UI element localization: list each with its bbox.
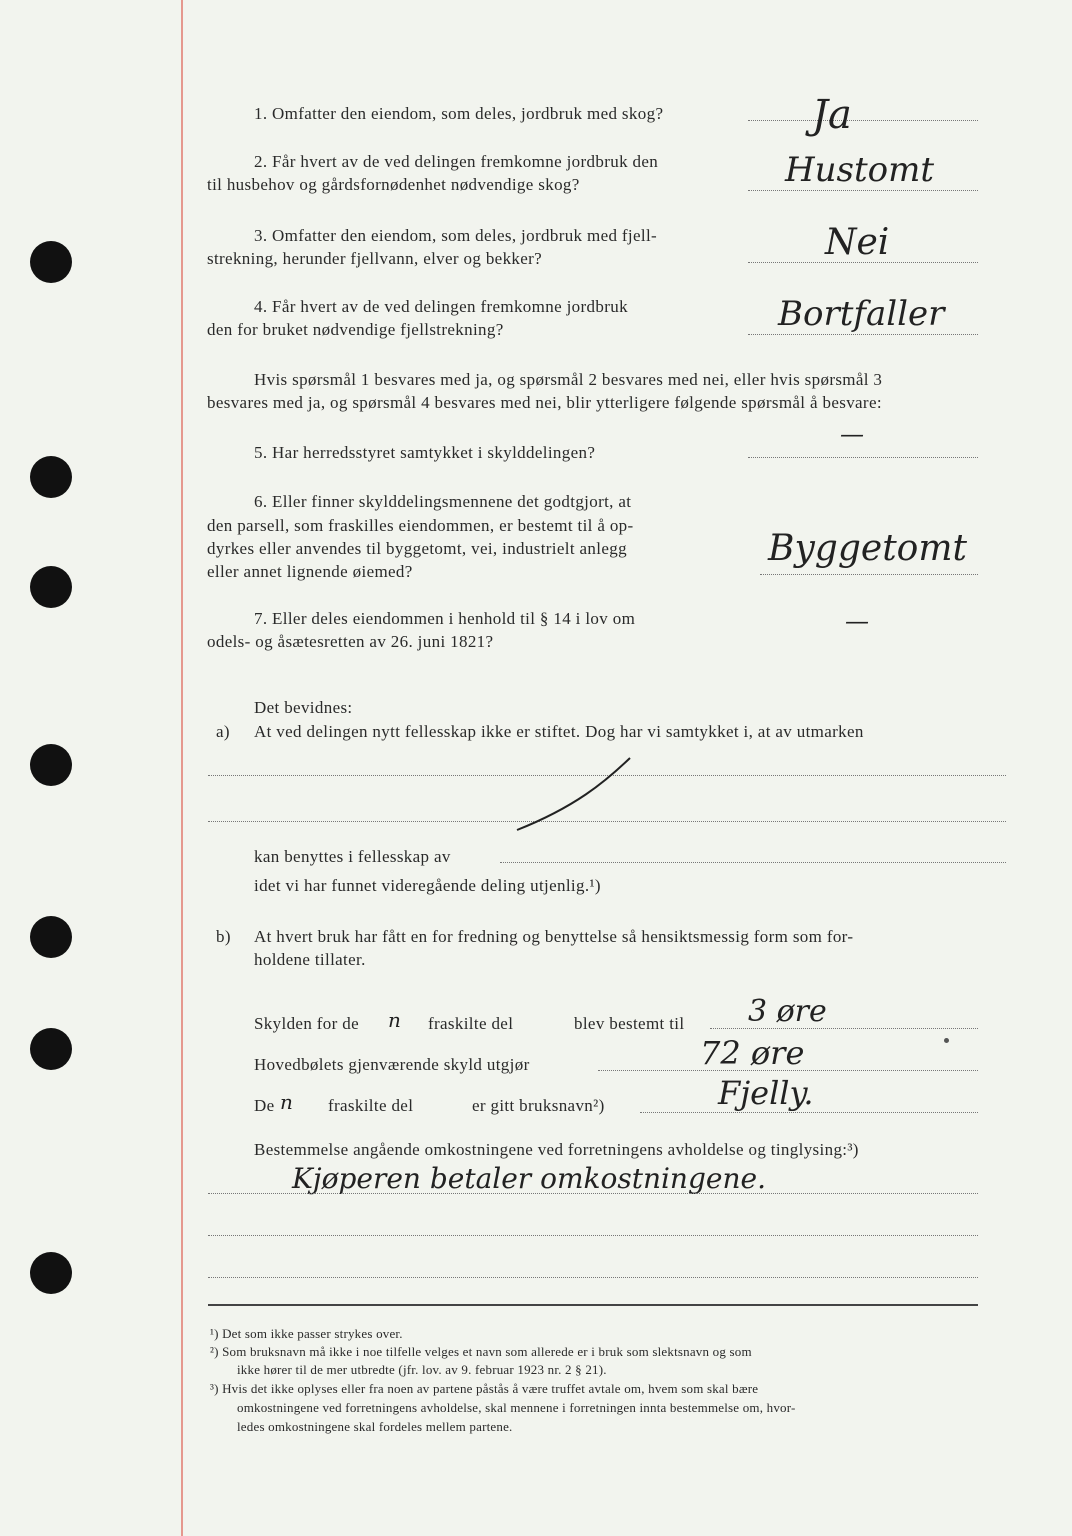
punch-hole-icon: [30, 1252, 72, 1294]
question-7-line-2: odels- og åsætesretten av 26. juni 1821?: [207, 632, 494, 651]
answer-line-5: [748, 457, 978, 458]
answer-6-handwritten: Byggetomt: [768, 528, 967, 569]
cost-dotted-line-2: [208, 1235, 978, 1236]
name-label-2: fraskilte del: [328, 1096, 414, 1115]
name-label-1: De: [254, 1096, 275, 1115]
attest-b-line-2: holdene tillater.: [254, 950, 366, 969]
question-5: 5. Har herredsstyret samtykket i skylddelingen?: [254, 443, 596, 462]
footnote-2-line-2: ikke hører til de mer utbredte (jfr. lov. av 9. februar 1923 nr. 2 § 21).: [237, 1362, 607, 1377]
question-4-line-1: 4. Får hvert av de ved delingen fremkomne jordbruk: [254, 297, 628, 316]
question-3-line-1: 3. Omfatter den eiendom, som deles, jordbruk med fjell-: [254, 226, 658, 245]
question-6-line-4: eller annet lignende øiemed?: [207, 562, 413, 581]
strike-through-mark: [505, 752, 640, 837]
answer-4-handwritten: Bortfaller: [778, 294, 945, 334]
skyld-label-3: blev bestemt til: [574, 1014, 685, 1033]
name-label-3: er gitt bruksnavn²): [472, 1096, 605, 1115]
question-6-line-1: 6. Eller finner skylddelingsmennene det godtgjort, at: [254, 492, 632, 511]
footnote-3-line-2: omkostningene ved forretningens avholdelse, skal mennene i forretningen innta bestemmelse om, hvor-: [237, 1400, 796, 1415]
name-value-handwritten: Fjelly.: [718, 1074, 814, 1112]
attest-a-line-1: At ved delingen nytt fellesskap ikke er stiftet. Dog har vi samtykket i, at av utmarken: [254, 722, 864, 741]
answer-line-1: [748, 120, 978, 121]
answer-3-handwritten: Nei: [825, 222, 890, 263]
question-2-line-1: 2. Får hvert av de ved delingen fremkomne jordbruk den: [254, 152, 659, 171]
answer-line-6: [760, 574, 978, 575]
footnote-1: ¹) Det som ikke passer strykes over.: [210, 1326, 403, 1341]
punch-hole-icon: [30, 744, 72, 786]
cost-dotted-line-1: [208, 1193, 978, 1194]
condition-line-2: besvares med ja, og spørsmål 4 besvares med nei, blir ytterligere følgende spørsmål å besvare:: [207, 393, 882, 412]
attest-heading: Det bevidnes:: [254, 698, 353, 717]
answer-2-handwritten: Hustomt: [785, 150, 935, 190]
punch-hole-icon: [30, 1028, 72, 1070]
question-6-line-3: dyrkes eller anvendes til byggetomt, vei, industrielt anlegg: [207, 539, 627, 558]
cost-dotted-line-3: [208, 1277, 978, 1278]
condition-line-1: Hvis spørsmål 1 besvares med ja, og spørsmål 2 besvares med nei, eller hvis spørsmål 3: [254, 370, 883, 389]
skyld-value-handwritten: 3 øre: [748, 994, 827, 1029]
attest-b-marker: b): [216, 927, 231, 946]
skyld-label-2: fraskilte del: [428, 1014, 514, 1033]
footnote-separator: [208, 1304, 978, 1306]
answer-7-handwritten: —: [845, 607, 869, 635]
answer-1-handwritten: Ja: [812, 92, 852, 138]
attest-a-line-3: idet vi har funnet videregående deling utjenlig.¹): [254, 876, 601, 895]
attest-a-dotted-line-3: [500, 862, 1006, 863]
skyld-label-1: Skylden for de: [254, 1014, 359, 1033]
punch-hole-icon: [30, 456, 72, 498]
question-3-line-2: strekning, herunder fjellvann, elver og bekker?: [207, 249, 543, 268]
footnote-2-line-1: ²) Som bruksnavn må ikke i noe tilfelle velges et navn som allerede er i bruk som slektsnavn og som: [210, 1344, 752, 1359]
cost-label: Bestemmelse angående omkostningene ved forretningens avholdelse og tinglysing:³): [254, 1140, 859, 1159]
red-margin-line: [181, 0, 183, 1536]
ink-speck: [944, 1038, 949, 1043]
question-1: 1. Omfatter den eiendom, som deles, jordbruk med skog?: [254, 104, 664, 123]
attest-b-line-1: At hvert bruk har fått en for fredning og benyttelse så hensiktsmessig form som for-: [254, 927, 854, 946]
hoved-label: Hovedbølets gjenværende skyld utgjør: [254, 1055, 530, 1074]
answer-5-handwritten: —: [840, 420, 864, 448]
attest-a-line-2: kan benyttes i fellesskap av: [254, 847, 451, 866]
question-6-line-2: den parsell, som fraskilles eiendommen, er bestemt til å op-: [207, 516, 634, 535]
name-handwritten-n: n: [280, 1090, 293, 1114]
answer-line-4: [748, 334, 978, 335]
punch-hole-icon: [30, 241, 72, 283]
footnote-3-line-3: ledes omkostningene skal fordeles mellem partene.: [237, 1419, 513, 1434]
footnote-3-line-1: ³) Hvis det ikke oplyses eller fra noen av partene påstås å være truffet avtale om, hvem som skal bære: [210, 1381, 759, 1396]
question-7-line-1: 7. Eller deles eiendommen i henhold til § 14 i lov om: [254, 609, 636, 628]
question-4-line-2: den for bruket nødvendige fjellstrekning?: [207, 320, 504, 339]
cost-value-handwritten: Kjøperen betaler omkostningene.: [292, 1162, 766, 1195]
hoved-value-handwritten: 72 øre: [700, 1034, 805, 1072]
skyld-handwritten-n: n: [388, 1008, 401, 1032]
punch-hole-icon: [30, 916, 72, 958]
answer-line-2: [748, 190, 978, 191]
punch-hole-icon: [30, 566, 72, 608]
name-dotted-line: [640, 1112, 978, 1113]
attest-a-marker: a): [216, 722, 230, 741]
question-2-line-2: til husbehov og gårdsfornødenhet nødvendige skog?: [207, 175, 580, 194]
